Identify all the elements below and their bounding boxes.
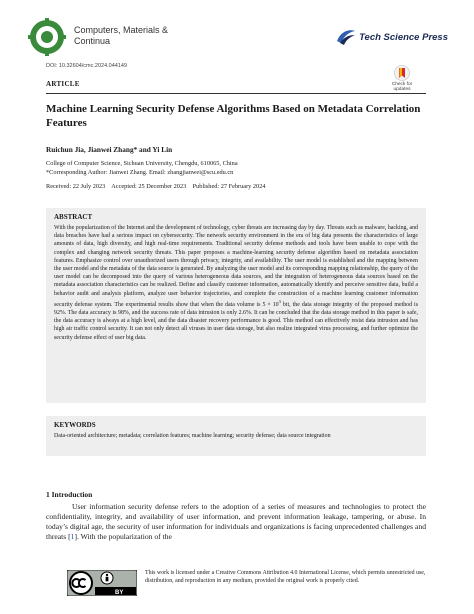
published-date: Published: 27 February 2024 — [192, 183, 266, 190]
svg-text:BY: BY — [115, 590, 124, 596]
abstract-box — [46, 208, 426, 403]
doi[interactable]: DOI: 10.32604/cmc.2024.044149 — [46, 63, 128, 69]
check-updates-line2: updates — [393, 87, 411, 92]
abstract-heading: ABSTRACT — [54, 213, 93, 221]
intro-text-part1: User information security defense refers to the adoption of a series of measures and technologies to protect the confidentiality, integrity, and availability of user information, and prevent information leakage, tampering, or abuse. In today’s digital age, the security of user information for individuals and organizations is facing unprecedented challenges and threats [ — [46, 502, 426, 541]
abstract-text-part2: bit, the data storage integrity of the proposed method is 92%. The data accuracy is 98%, and the success rate of data intrusion is only 2.6%. It can be concluded that the data storage method in this paper is safe, the data accuracy is always at a high level, and the data disaster recovery performance is good. This method can effectively resist data intrusion and has high air traffic control security. It can not only detect all viruses in user data storage, but also realize integrated virus processing, and further optimize the security defense effect of user big data. — [54, 301, 418, 341]
section-heading-introduction: 1 Introduction — [46, 490, 93, 499]
check-updates-text — [392, 82, 413, 92]
journal-header — [28, 18, 448, 58]
check-updates-line1: Check for — [391, 82, 413, 87]
check-for-updates-badge[interactable] — [386, 65, 418, 93]
accepted-date: Accepted: 25 December 2023 — [111, 183, 187, 190]
affiliation-college: College of Computer Science, Sichuan University, Chengdu, 610065, China — [46, 160, 238, 167]
keywords-box — [46, 416, 426, 456]
keywords-text: Data-oriented architecture; metadata; correlation features; machine learning; security defense; data source integration — [54, 433, 331, 439]
journal-name-line1: Computers, Materials & — [74, 25, 169, 35]
corresponding-author: *Corresponding Author: Jianwei Zhang. Email: zhangjianwei@scu.edu.cn — [46, 168, 234, 176]
authors: Ruichun Jia, Jianwei Zhang* and Yi Lin — [46, 145, 173, 154]
keywords-heading: KEYWORDS — [54, 421, 96, 429]
abstract-text-part1: With the popularization of the Internet and the development of technology, cyber threats are increasing day by day. Threats such as malware, hacking, and data breaches have had a serious impact on cybersecurity. The network security environment in the era of big data presents the characteristics of large amounts of data, high diversity, and high real-time requirements. Traditional security defense methods and tools have been unable to cope with the complex and changing network security threats. This paper proposes a machine-learning security defense algorithm based on metadata association features. Emphasize control over unauthorized users through privacy, integrity, and availability. The user model is established and the mapping between the user model and the metadata of the data source is generated. By analyzing the user model and its corresponding mapping relationship, the query of the user model can be decomposed into the query of various heterogeneous data sources, and the integration of heterogeneous data sources based on the metadata association characteristics can be realized. Define and classify customer information, automatically identify and perceive sensitive data, build a behavior audit and analysis platform, analyze user behavior trajectories, and complete the construction of a machine learning customer information security defense system. The experimental results show that when the data volume is 5 × 10 — [54, 225, 418, 308]
publisher-name: Tech Science Press — [359, 31, 448, 43]
bookmark-icon — [394, 65, 410, 81]
introduction-paragraph — [46, 502, 426, 542]
article-title: Machine Learning Security Defense Algorithms Based on Metadata Correlation Features — [46, 103, 421, 129]
intro-text-part2: ]. With the popularization of the — [74, 532, 172, 541]
publication-dates — [46, 183, 266, 190]
license-footer — [67, 566, 427, 600]
cc-by-license-icon[interactable] — [67, 570, 137, 596]
journal-name-line2: Continua — [74, 36, 111, 46]
header-divider — [46, 93, 426, 94]
license-text: This work is licensed under a Creative Commons Attribution 4.0 International License, which permits unrestricted use, distribution, and reproduction in any medium, provided the original work is properly cited. — [145, 570, 426, 584]
publisher-swoosh-icon — [335, 27, 357, 47]
publisher-logo — [335, 27, 448, 47]
abstract-text — [54, 224, 418, 342]
article-type-label: ARTICLE — [46, 80, 80, 88]
citation-link[interactable]: 1 — [70, 532, 75, 541]
abstract-exponent: 3 — [278, 298, 281, 304]
received-date: Received: 22 July 2023 — [46, 183, 106, 190]
journal-logo-icon — [28, 18, 66, 56]
journal-name — [74, 25, 168, 47]
affiliations — [46, 160, 238, 178]
